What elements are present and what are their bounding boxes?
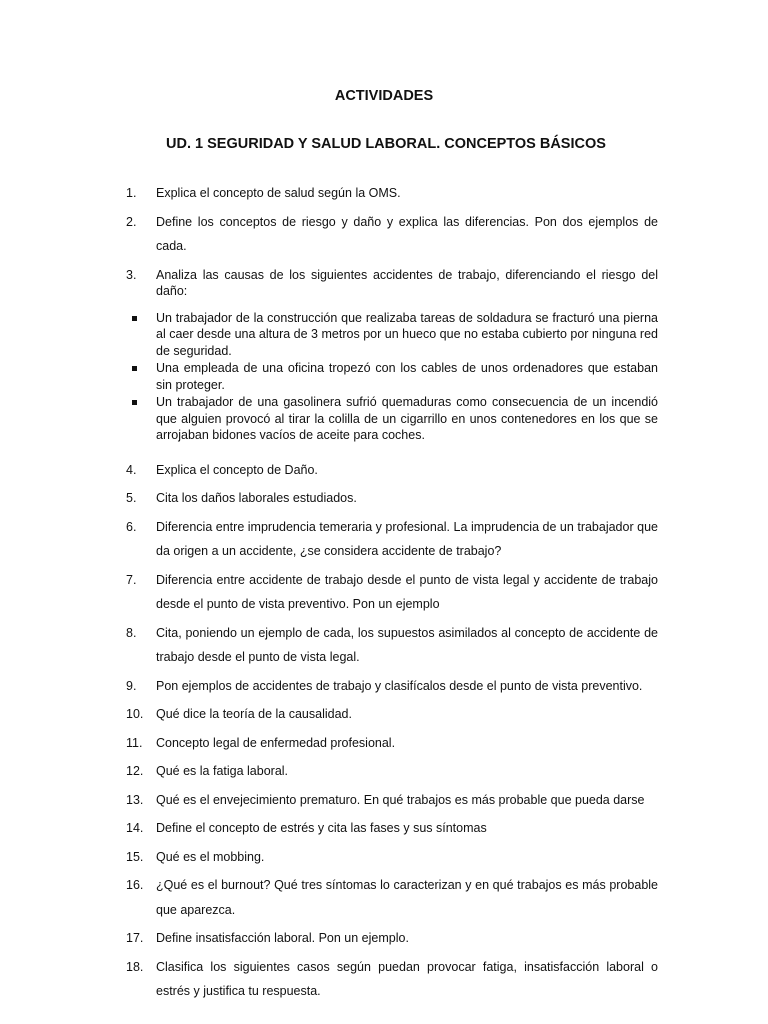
item-text: Define los conceptos de riesgo y daño y explica las diferencias. Pon dos ejemplos de cada. bbox=[156, 214, 658, 253]
item-text: Diferencia entre accidente de trabajo desde el punto de vista legal y accidente de trabajo desde el punto de vista preventivo. Pon un ejemplo bbox=[156, 572, 658, 611]
square-bullet-icon bbox=[132, 366, 137, 371]
list-item bbox=[126, 873, 658, 922]
item-number: 17. bbox=[126, 931, 144, 945]
item-number: 10. bbox=[126, 707, 144, 721]
list-item bbox=[126, 926, 658, 951]
list-item bbox=[126, 267, 658, 300]
item-number: 18. bbox=[126, 959, 144, 974]
bullet-item bbox=[130, 310, 658, 360]
page-subtitle: UD. 1 SEGURIDAD Y SALUD LABORAL. CONCEPTOS BÁSICOS bbox=[166, 136, 606, 152]
item-text: Qué es la fatiga laboral. bbox=[156, 764, 289, 778]
item-number: 1. bbox=[126, 186, 137, 200]
item-number: 16. bbox=[126, 878, 144, 892]
bullet-item bbox=[130, 360, 658, 393]
item-text: Clasifica los siguientes casos según puedan provocar fatiga, insatisfacción laboral o estrés y justifica tu respuesta. bbox=[156, 959, 658, 998]
item-number: 9. bbox=[126, 678, 137, 693]
item-text: Cita los daños laborales estudiados. bbox=[156, 491, 357, 505]
item-number: 8. bbox=[126, 625, 137, 640]
item-text: Analiza las causas de los siguientes accidentes de trabajo, diferenciando el riesgo del daño: bbox=[156, 267, 658, 298]
list-item bbox=[126, 955, 658, 1004]
item-number: 14. bbox=[126, 821, 144, 835]
list-item bbox=[126, 568, 658, 617]
item-number: 15. bbox=[126, 849, 144, 864]
list-item bbox=[126, 458, 658, 483]
item-number: 13. bbox=[126, 792, 144, 807]
item-text: Explica el concepto de salud según la OMS. bbox=[156, 186, 401, 200]
item-number: 7. bbox=[126, 572, 137, 587]
page-title: ACTIVIDADES bbox=[334, 88, 434, 104]
list-item bbox=[126, 674, 658, 699]
item-text: ¿Qué es el burnout? Qué tres síntomas lo caracterizan y en qué trabajos es más probable que aparezca. bbox=[156, 878, 658, 917]
item-text: Qué es el mobbing. bbox=[156, 849, 265, 864]
item-number: 3. bbox=[126, 267, 137, 282]
item-text: Diferencia entre imprudencia temeraria y profesional. La imprudencia de un trabajador que da origen a un accidente, ¿se considera accidente de trabajo? bbox=[156, 519, 658, 558]
list-item bbox=[126, 486, 658, 511]
item-text: Cita, poniendo un ejemplo de cada, los supuestos asimilados al concepto de accidente de trabajo desde el punto de vista legal. bbox=[156, 625, 658, 664]
list-item bbox=[126, 816, 658, 841]
list-item bbox=[126, 759, 658, 784]
list-item bbox=[126, 181, 658, 206]
bullet-item bbox=[130, 394, 658, 444]
bullet-text: Un trabajador de una gasolinera sufrió quemaduras como consecuencia de un incendió que alguien provocó al tirar la colilla de un cigarrillo en unos contenedores en los que se arrojaban bidones vacíos de aceite para coches. bbox=[156, 395, 658, 442]
item-text: Qué es el envejecimiento prematuro. En qué trabajos es más probable que pueda darse bbox=[156, 792, 645, 807]
list-item bbox=[126, 515, 658, 564]
item-number: 4. bbox=[126, 462, 137, 477]
item-text: Define el concepto de estrés y cita las fases y sus síntomas bbox=[156, 821, 487, 835]
bullet-text: Una empleada de una oficina tropezó con los cables de unos ordenadores que estaban sin proteger. bbox=[156, 361, 658, 392]
list-item bbox=[126, 210, 658, 259]
item-number: 6. bbox=[126, 519, 137, 534]
item-text: Pon ejemplos de accidentes de trabajo y clasifícalos desde el punto de vista preventivo. bbox=[156, 678, 643, 693]
item-number: 5. bbox=[126, 491, 137, 505]
item-number: 11. bbox=[126, 735, 143, 750]
bullet-text: Un trabajador de la construcción que realizaba tareas de soldadura se fracturó una pierna al caer desde una altura de 3 metros por un hueco que no estaba cubierto por ninguna red de seguridad. bbox=[156, 310, 658, 358]
item-number: 2. bbox=[126, 214, 137, 229]
list-item bbox=[126, 731, 658, 756]
square-bullet-icon bbox=[132, 316, 137, 321]
list-item bbox=[126, 621, 658, 670]
list-item bbox=[126, 788, 658, 813]
item-text: Explica el concepto de Daño. bbox=[156, 462, 318, 477]
square-bullet-icon bbox=[132, 400, 137, 405]
bullet-list bbox=[130, 310, 658, 444]
list-item bbox=[126, 702, 658, 727]
list-item bbox=[126, 845, 658, 870]
item-text: Qué dice la teoría de la causalidad. bbox=[156, 707, 352, 721]
activity-list bbox=[126, 181, 658, 1008]
item-text: Define insatisfacción laboral. Pon un ejemplo. bbox=[156, 931, 409, 945]
item-text: Concepto legal de enfermedad profesional. bbox=[156, 735, 396, 750]
item-number: 12. bbox=[126, 764, 144, 778]
